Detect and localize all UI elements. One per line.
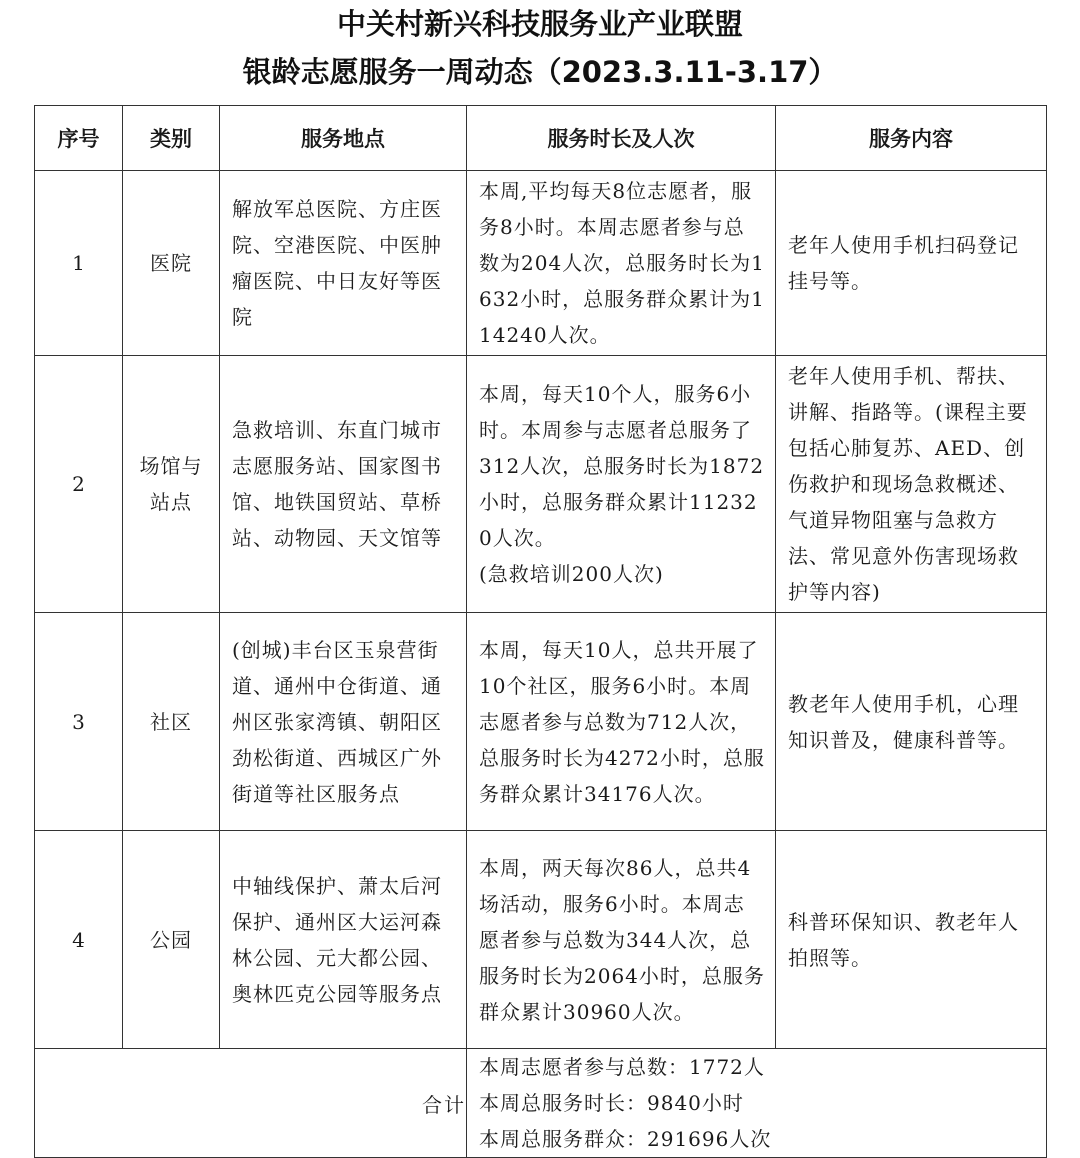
location-text: 急救培训、东直门城市志愿服务站、国家图书馆、地铁国贸站、草桥站、动物园、天文馆等 bbox=[232, 418, 442, 550]
category-line-2: 站点 bbox=[150, 490, 192, 514]
row-location bbox=[220, 831, 467, 1049]
table-row bbox=[35, 171, 1047, 356]
total-served: 本周总服务群众：291696人次 bbox=[479, 1127, 772, 1151]
total-lines bbox=[467, 1049, 1046, 1157]
row-category: 公园 bbox=[123, 831, 220, 1049]
row-duration bbox=[467, 171, 776, 356]
duration-main: 本周，每天10个人，服务6小时。本周参与志愿者总服务了312人次，总服务时长为1872小时，总服务群众累计112320人次。 bbox=[479, 382, 765, 550]
duration-text: 本周,平均每天8位志愿者，服务8小时。本周志愿者参与总数为204人次，总服务时长为1632小时，总服务群众累计为114240人次。 bbox=[479, 179, 765, 347]
service-report-table bbox=[34, 105, 1047, 1158]
table-row bbox=[35, 831, 1047, 1049]
row-content bbox=[776, 171, 1047, 356]
row-content bbox=[776, 356, 1047, 613]
total-label: 合计 bbox=[35, 1049, 467, 1158]
duration-note: (急救培训200人次) bbox=[479, 562, 664, 586]
row-category bbox=[123, 356, 220, 613]
total-hours: 本周总服务时长：9840小时 bbox=[479, 1091, 744, 1115]
title-line-1: 中关村新兴科技服务业产业联盟 bbox=[336, 7, 743, 41]
header-content: 服务内容 bbox=[776, 106, 1047, 171]
header-category: 类别 bbox=[123, 106, 220, 171]
header-no: 序号 bbox=[35, 106, 123, 171]
duration-text: 本周，两天每次86人，总共4场活动，服务6小时。本周志愿者参与总数为344人次，总服务时长为2064小时，总服务群众累计30960人次。 bbox=[479, 855, 765, 1024]
header-duration: 服务时长及人次 bbox=[467, 106, 776, 171]
row-duration bbox=[467, 831, 776, 1049]
location-text: 中轴线保护、萧太后河保护、通州区大运河森林公园、元大都公园、奥林匹克公园等服务点 bbox=[232, 873, 442, 1006]
row-content bbox=[776, 613, 1047, 831]
content-text: 老年人使用手机扫码登记挂号等。 bbox=[788, 233, 1019, 293]
row-duration bbox=[467, 613, 776, 831]
row-number: 3 bbox=[35, 613, 123, 831]
duration-text bbox=[467, 374, 775, 594]
table-row bbox=[35, 613, 1047, 831]
row-category: 医院 bbox=[123, 171, 220, 356]
row-content bbox=[776, 831, 1047, 1049]
total-values bbox=[467, 1049, 1047, 1158]
location-text: (创城)丰台区玉泉营街道、通州中仓街道、通州区张家湾镇、朝阳区劲松街道、西城区广外街道等社区服务点 bbox=[232, 637, 442, 806]
row-category: 社区 bbox=[123, 613, 220, 831]
category-line-1: 场馆与 bbox=[139, 454, 203, 478]
row-number: 2 bbox=[35, 356, 123, 613]
content-text: 科普环保知识、教老年人拍照等。 bbox=[788, 909, 1019, 970]
table-row bbox=[35, 356, 1047, 613]
row-location bbox=[220, 171, 467, 356]
duration-text: 本周，每天10人，总共开展了10个社区，服务6小时。本周志愿者参与总数为712人次，总服务时长为4272小时，总服务群众累计34176人次。 bbox=[479, 637, 765, 806]
content-text: 老年人使用手机、帮扶、讲解、指路等。(课程主要包括心肺复苏、AED、创伤救护和现场急救概述、气道异物阻塞与急救方法、常见意外伤害现场救护等内容) bbox=[788, 364, 1028, 604]
title-line-2: 银龄志愿服务一周动态（2023.3.11-3.17） bbox=[242, 55, 838, 89]
table-header-row bbox=[35, 106, 1047, 171]
total-row bbox=[35, 1049, 1047, 1158]
row-number: 4 bbox=[35, 831, 123, 1049]
location-text: 解放军总医院、方庄医院、空港医院、中医肿瘤医院、中日友好等医院 bbox=[232, 197, 442, 329]
row-location bbox=[220, 356, 467, 613]
row-location bbox=[220, 613, 467, 831]
total-volunteers: 本周志愿者参与总数：1772人 bbox=[479, 1055, 765, 1079]
row-duration bbox=[467, 356, 776, 613]
content-text: 教老年人使用手机，心理知识普及，健康科普等。 bbox=[788, 691, 1019, 752]
row-number: 1 bbox=[35, 171, 123, 356]
header-location: 服务地点 bbox=[220, 106, 467, 171]
